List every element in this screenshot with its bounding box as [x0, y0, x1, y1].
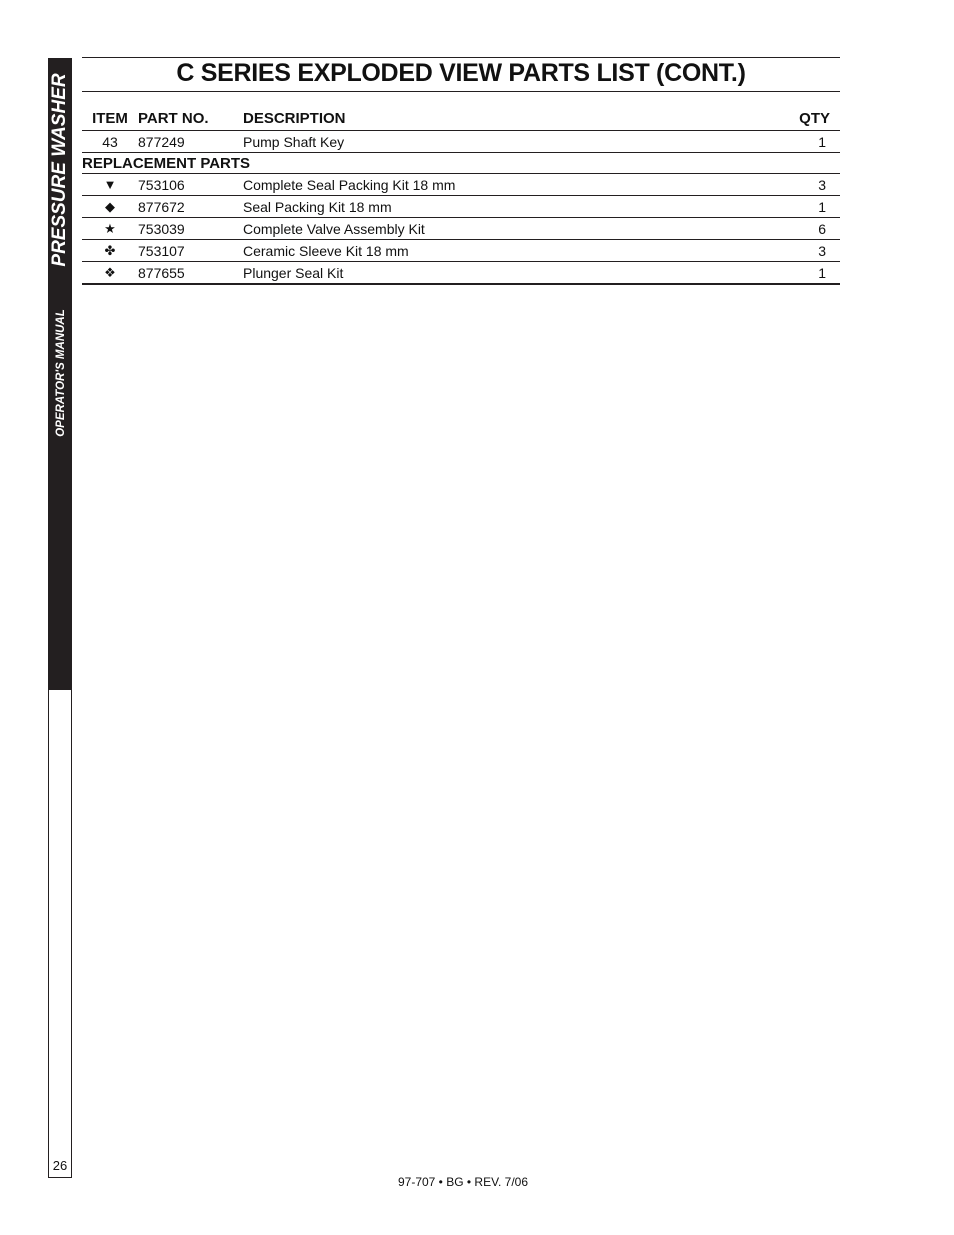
section-label: REPLACEMENT PARTS — [82, 153, 840, 174]
cell-qty: 1 — [766, 262, 840, 285]
header-description: DESCRIPTION — [243, 106, 766, 131]
table-row — [82, 131, 840, 153]
section-row — [82, 153, 840, 174]
cell-qty: 3 — [766, 240, 840, 262]
page-title: C SERIES EXPLODED VIEW PARTS LIST (CONT.) — [176, 59, 746, 87]
cell-part-no: 753107 — [138, 240, 243, 262]
cell-qty: 3 — [766, 174, 840, 196]
star-icon: ★ — [82, 218, 138, 240]
title-bottom-rule — [82, 91, 840, 92]
cell-part-no: 877672 — [138, 196, 243, 218]
cell-qty: 6 — [766, 218, 840, 240]
sidebar-product-title: PRESSURE WASHER — [49, 73, 70, 267]
table-row — [82, 262, 840, 285]
four-leaf-cross-icon: ✤ — [82, 240, 138, 262]
cell-qty: 1 — [766, 131, 840, 153]
cell-description: Complete Valve Assembly Kit — [243, 218, 766, 240]
table-header-row — [82, 106, 840, 131]
table-row — [82, 196, 840, 218]
cell-part-no: 877249 — [138, 131, 243, 153]
cell-description: Ceramic Sleeve Kit 18 mm — [243, 240, 766, 262]
cell-part-no: 877655 — [138, 262, 243, 285]
cell-part-no: 753106 — [138, 174, 243, 196]
diamond-cluster-icon: ❖ — [82, 262, 138, 285]
parts-table — [82, 106, 840, 285]
footer-document-code: 97-707 • BG • REV. 7/06 — [397, 1175, 529, 1189]
cell-item: 43 — [82, 131, 138, 153]
title-top-rule — [82, 57, 840, 58]
table-row — [82, 240, 840, 262]
table-row — [82, 174, 840, 196]
header-qty: QTY — [766, 106, 840, 131]
table-row — [82, 218, 840, 240]
triangle-down-icon: ▼ — [82, 174, 138, 196]
header-item: ITEM — [82, 106, 138, 131]
sidebar-manual-label: OPERATOR'S MANUAL — [55, 309, 67, 437]
cell-description: Plunger Seal Kit — [243, 262, 766, 285]
page-number: 26 — [52, 1158, 68, 1173]
cell-qty: 1 — [766, 196, 840, 218]
diamond-icon: ◆ — [82, 196, 138, 218]
cell-part-no: 753039 — [138, 218, 243, 240]
cell-description: Seal Packing Kit 18 mm — [243, 196, 766, 218]
sidebar-lower-box — [48, 690, 72, 1178]
header-part-no: PART NO. — [138, 106, 243, 131]
cell-description: Pump Shaft Key — [243, 131, 766, 153]
cell-description: Complete Seal Packing Kit 18 mm — [243, 174, 766, 196]
